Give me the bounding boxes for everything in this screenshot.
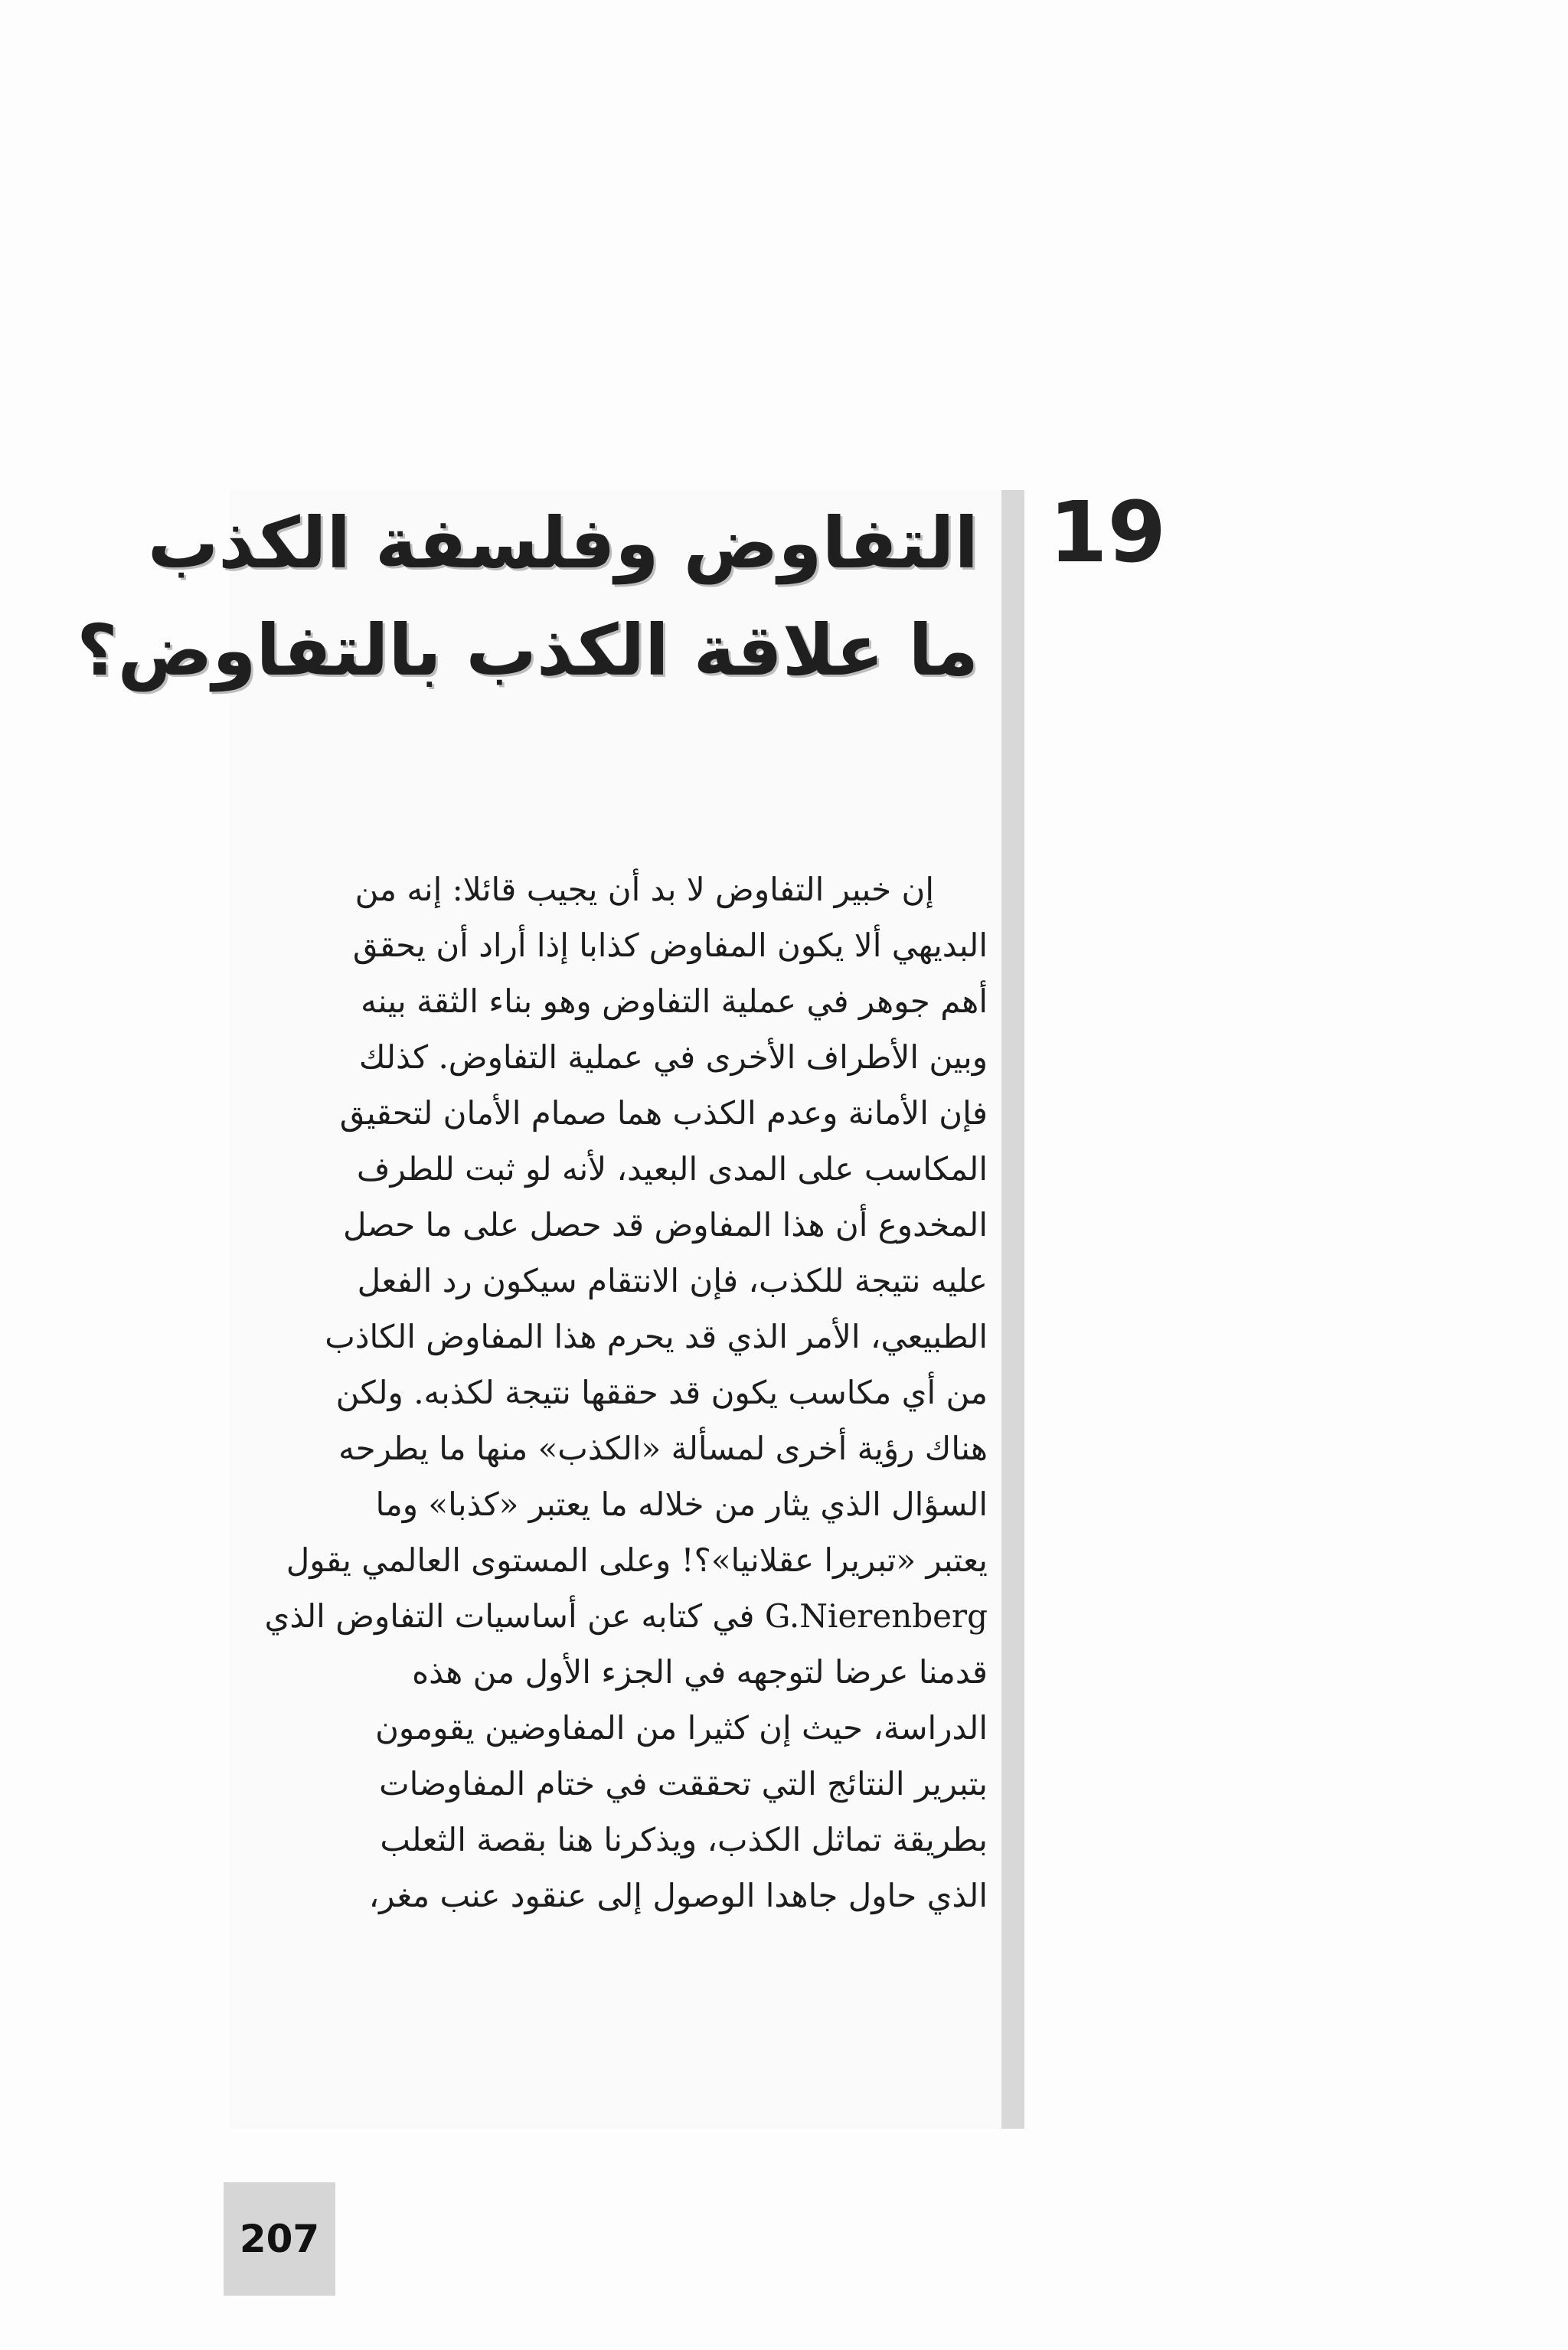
text-line: قدمنا عرضا لتوجهه في الجزء الأول من هذه [412, 1653, 988, 1691]
page-number-box [224, 2182, 335, 2296]
text-line: أهم جوهر في عملية التفاوض وهو بناء الثقة بينه [361, 982, 988, 1020]
chapter-title [77, 490, 978, 704]
vertical-rule [1001, 490, 1024, 2129]
chapter-number: 19 [1049, 483, 1167, 581]
text-line: الذي حاول جاهدا الوصول إلى عنقود عنب مغر، [368, 1877, 988, 1914]
text-line: G.Nierenberg في كتابه عن أساسيات التفاوض الذي [264, 1597, 988, 1635]
text-line: بتبرير النتائج التي تحققت في ختام المفاوضات [379, 1765, 988, 1803]
text-line: البديهي ألا يكون المفاوض كذابا إذا أراد أن يحقق [352, 927, 988, 964]
text-line: الدراسة، حيث إن كثيرا من المفاوضين يقومون [375, 1709, 988, 1747]
text-line: من أي مكاسب يكون قد حققها نتيجة لكذبه. ولكن [335, 1374, 988, 1411]
text-line: السؤال الذي يثار من خلاله ما يعتبر «كذبا» وما [375, 1486, 988, 1523]
text-line: هناك رؤية أخرى لمسألة «الكذب» منها ما يطرحه [338, 1430, 988, 1467]
page-number: 207 [239, 2217, 320, 2261]
text-line: المخدوع أن هذا المفاوض قد حصل على ما حصل [342, 1206, 988, 1244]
chapter-title-line: التفاوض وفلسفة الكذب [147, 502, 978, 584]
text-line: إن خبير التفاوض لا بد أن يجيب قائلا: إنه من [354, 871, 934, 908]
text-line: فإن الأمانة وعدم الكذب هما صمام الأمان لتحقيق [339, 1094, 988, 1132]
text-line: المكاسب على المدى البعيد، لأنه لو ثبت للطرف [356, 1150, 988, 1188]
text-line: عليه نتيجة للكذب، فإن الانتقام سيكون رد الفعل [357, 1262, 988, 1299]
chapter-subtitle-line: ما علاقة الكذب بالتفاوض؟ [77, 610, 978, 691]
text-line: الطبيعي، الأمر الذي قد يحرم هذا المفاوض الكاذب [325, 1318, 988, 1355]
text-line: يعتبر «تبريرا عقلانيا»؟! وعلى المستوى العالمي يقول [286, 1541, 988, 1579]
text-line: بطريقة تماثل الكذب، ويذكرنا هنا بقصة الثعلب [380, 1821, 988, 1858]
text-line: وبين الأطراف الأخرى في عملية التفاوض. كذلك [358, 1038, 988, 1076]
body-paragraph [222, 861, 988, 1923]
